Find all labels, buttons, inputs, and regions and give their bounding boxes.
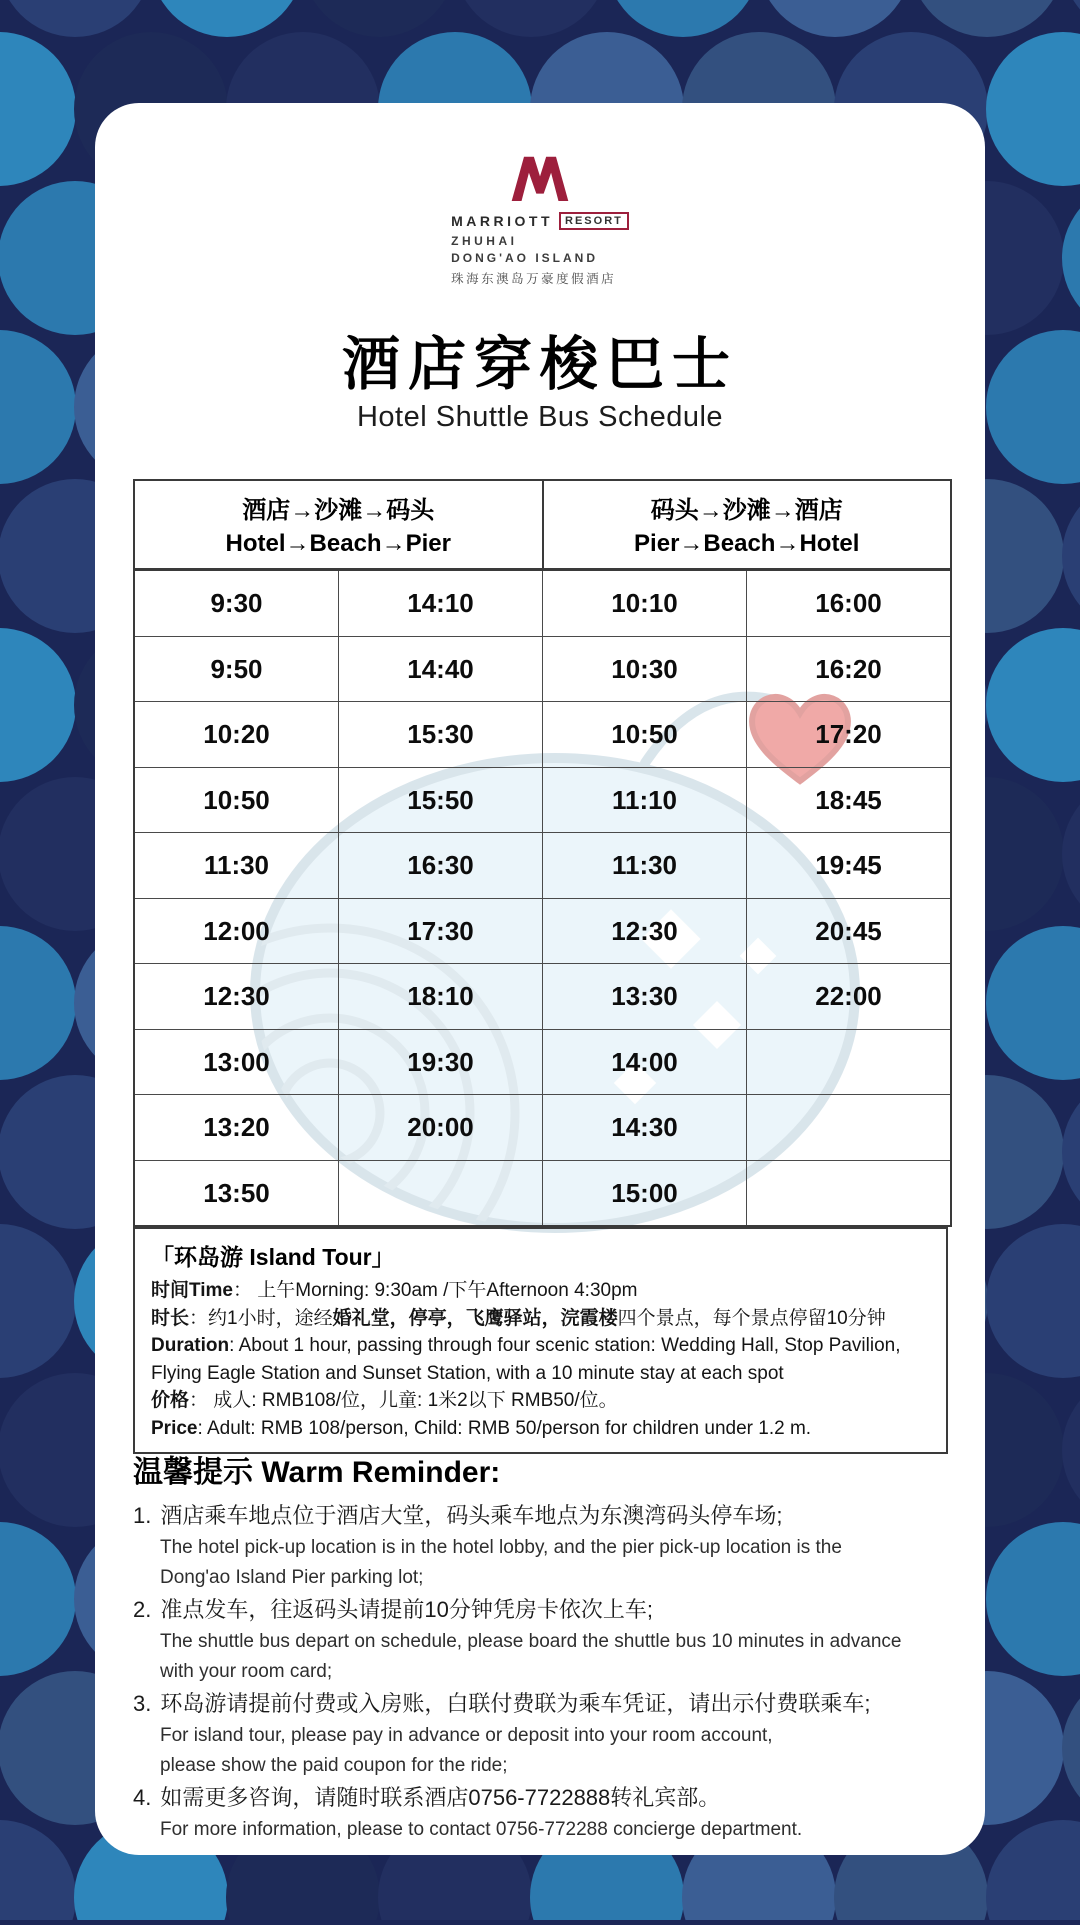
schedule-cell: 15:00 — [542, 1161, 746, 1226]
schedule-cell: 11:30 — [542, 833, 746, 898]
reminder-text-en: The hotel pick-up location is in the hotel lobby, and the pier pick-up location is the — [160, 1537, 842, 1558]
schedule-cell: 11:10 — [542, 768, 746, 833]
schedule-cell: 13:50 — [203, 1177, 270, 1208]
reminder-line-zh — [133, 1781, 933, 1815]
schedule-cell: 10:50 — [203, 784, 270, 815]
island-tour-box — [133, 1227, 948, 1454]
schedule-cell — [746, 1161, 950, 1226]
island-tour-duration-zh-line — [151, 1305, 930, 1333]
header-pier-to-hotel — [542, 481, 951, 568]
reminder-item — [133, 1593, 933, 1687]
ocean-circle — [0, 1820, 76, 1920]
schedule-table — [133, 479, 952, 1227]
schedule-cell: 10:50 — [542, 702, 746, 767]
schedule-cell: 16:30 — [338, 833, 542, 898]
schedule-cell: 11:30 — [203, 850, 270, 880]
schedule-row — [135, 1094, 950, 1160]
ocean-circle — [986, 628, 1080, 782]
schedule-cell: 12:30 — [542, 899, 746, 964]
text-run: 时间Time — [151, 1280, 234, 1301]
ocean-circle — [1062, 0, 1080, 37]
schedule-cell: 19:45 — [746, 833, 950, 898]
reminder-number: 3. — [133, 1691, 152, 1716]
schedule-row — [135, 963, 950, 1029]
schedule-cell: 18:10 — [338, 964, 542, 1029]
island-tour-duration-en-line — [151, 1332, 930, 1387]
reminder-text-zh: 如需更多咨询，请随时联系酒店0756-7722888转礼宾部。 — [160, 1785, 721, 1810]
schedule-cell: 19:30 — [338, 1030, 542, 1095]
reminder-item — [133, 1499, 933, 1593]
schedule-cell: 14:40 — [338, 637, 542, 702]
schedule-row — [135, 636, 950, 702]
ocean-circle — [986, 32, 1080, 186]
brand-island: DONG'AO ISLAND — [451, 251, 598, 265]
reminder-number: 1. — [133, 1503, 152, 1528]
brand-city: ZHUHAI — [451, 234, 518, 248]
text-run: 价格 — [151, 1390, 190, 1411]
schedule-cell: 22:00 — [746, 964, 950, 1029]
ocean-circle — [986, 926, 1080, 1080]
header-right-en: Pier→Beach→Hotel — [634, 530, 860, 557]
text-run: 时长 — [151, 1307, 190, 1329]
schedule-cell: 10:10 — [542, 571, 746, 636]
reminder-text-en: The shuttle bus depart on schedule, please board the shuttle bus 10 minutes in advance — [160, 1631, 902, 1652]
reminder-number: 4. — [133, 1785, 152, 1810]
ocean-circle — [0, 1224, 76, 1378]
poster-title-zh: 酒店穿梭巴士 — [341, 332, 738, 397]
schedule-row — [135, 767, 950, 833]
schedule-cell: 14:00 — [542, 1030, 746, 1095]
brand-wordmark: MARRIOTT — [451, 213, 554, 229]
header-left-zh: 酒店→沙滩→码头 — [242, 497, 435, 524]
poster-title-en: Hotel Shuttle Bus Schedule — [356, 401, 724, 433]
reminder-title: 温馨提示 Warm Reminder: — [133, 1456, 501, 1489]
reminder-text-en: with your room card; — [160, 1661, 333, 1682]
island-tour-time-line — [151, 1277, 930, 1305]
ocean-circle — [0, 0, 152, 37]
reminder-number: 2. — [133, 1597, 152, 1622]
ocean-circle — [986, 1224, 1080, 1378]
schedule-cell: 13:30 — [542, 964, 746, 1029]
reminder-line-zh — [133, 1687, 933, 1721]
ocean-circle — [1062, 181, 1080, 335]
header-left-en: Hotel→Beach→Pier — [225, 530, 451, 557]
schedule-cell: 18:45 — [746, 768, 950, 833]
schedule-cell: 20:45 — [746, 899, 950, 964]
schedule-cell: 14:10 — [338, 571, 542, 636]
schedule-cell: 10:20 — [203, 719, 270, 749]
ocean-circle — [1062, 1075, 1080, 1229]
ocean-circle — [1062, 1671, 1080, 1825]
ocean-circle — [986, 1820, 1080, 1920]
schedule-cell: 12:30 — [203, 981, 270, 1011]
schedule-cell — [746, 1095, 950, 1160]
reminder-item — [133, 1781, 933, 1845]
schedule-row — [135, 832, 950, 898]
schedule-cell: 15:50 — [338, 768, 542, 833]
reminder-list — [133, 1499, 933, 1845]
text-run: ： 成人: RMB108/位，儿童: 1米2以下 RMB50/位。 — [189, 1390, 618, 1411]
schedule-row — [135, 1160, 950, 1226]
reminder-text-zh: 准点发车，往返码头请提前10分钟凭房卡依次上车; — [160, 1597, 653, 1622]
ocean-circle — [0, 628, 76, 782]
schedule-cell: 17:30 — [338, 899, 542, 964]
ocean-circle — [0, 1522, 76, 1676]
schedule-row — [135, 898, 950, 964]
poster-card — [95, 103, 985, 1855]
schedule-cell: 16:00 — [746, 571, 950, 636]
ocean-circle — [1062, 1373, 1080, 1527]
reminder-text-en: Dong'ao Island Pier parking lot; — [160, 1567, 424, 1588]
schedule-cell — [338, 1161, 542, 1226]
resort-badge: RESORT — [559, 212, 629, 230]
ocean-circle — [986, 1522, 1080, 1676]
schedule-cell: 13:20 — [203, 1112, 270, 1142]
island-tour-price-zh-line — [151, 1387, 930, 1415]
reminder-text-zh: 酒店乘车地点位于酒店大堂，码头乘车地点为东澳湾码头停车场; — [160, 1503, 783, 1528]
schedule-cell — [746, 1030, 950, 1095]
schedule-cell: 16:20 — [746, 637, 950, 702]
schedule-cell: 15:30 — [338, 702, 542, 767]
schedule-cell: 12:00 — [203, 915, 270, 946]
schedule-cell: 14:30 — [542, 1095, 746, 1160]
reminder-line-zh — [133, 1593, 933, 1627]
schedule-cell: 13:00 — [203, 1046, 270, 1077]
text-run: 婚礼堂，停亭，飞鹰驿站，浣霞楼 — [332, 1307, 618, 1329]
ocean-circle — [1062, 777, 1080, 931]
schedule-cell: 17:20 — [746, 702, 950, 767]
schedule-row — [135, 571, 950, 636]
ocean-circle — [302, 0, 456, 37]
reminder-text-en: For more information, please to contact 0756-772288 concierge department. — [160, 1819, 803, 1840]
marriott-m-logo — [508, 149, 572, 205]
ocean-circle — [758, 0, 912, 37]
ocean-circle — [606, 0, 760, 37]
brand-logo — [95, 149, 985, 287]
text-run: Price — [151, 1417, 198, 1439]
island-tour-price-en-line — [151, 1415, 930, 1443]
island-tour-title: 「环岛游 Island Tour」 — [151, 1244, 395, 1270]
ocean-circle — [0, 330, 76, 484]
text-run: ： 上午Morning: 9:30am /下午Afternoon 4:30pm — [233, 1280, 638, 1301]
ocean-circle — [150, 0, 304, 37]
reminder-line-zh — [133, 1499, 933, 1533]
schedule-cell: 20:00 — [338, 1095, 542, 1160]
reminder-text-zh: 环岛游请提前付费或入房账，白联付费联为乘车凭证，请出示付费联乘车; — [160, 1691, 871, 1716]
schedule-cell: 9:50 — [210, 653, 263, 684]
text-run: ：约1小时，途经 — [189, 1307, 333, 1329]
schedule-cell: 9:30 — [210, 588, 263, 618]
ocean-circle — [1062, 479, 1080, 633]
brand-chinese-name: 珠海东澳岛万豪度假酒店 — [451, 272, 617, 286]
text-run: Duration — [151, 1335, 230, 1356]
ocean-circle — [986, 330, 1080, 484]
text-run: 四个景点，每个景点停留10分钟 — [617, 1307, 886, 1329]
ocean-circle — [0, 32, 76, 186]
ocean-circle — [910, 0, 1064, 37]
schedule-header-row — [135, 481, 950, 571]
header-right-zh: 码头→沙滩→酒店 — [650, 497, 843, 524]
schedule-cell: 10:30 — [542, 637, 746, 702]
schedule-row — [135, 1029, 950, 1095]
text-run: : Adult: RMB 108/person, Child: RMB 50/person for children under 1.2 m. — [197, 1417, 812, 1439]
header-hotel-to-pier — [135, 481, 542, 568]
reminder-text-en: please show the paid coupon for the ride; — [160, 1755, 508, 1776]
reminder-text-en: For island tour, please pay in advance or deposit into your room account, — [160, 1725, 773, 1746]
schedule-rows — [135, 571, 950, 1225]
reminder-item — [133, 1687, 933, 1781]
ocean-circle — [0, 926, 76, 1080]
text-run: : About 1 hour, passing through four scenic station: Wedding Hall, Stop Pavilion, Flying Eagle Station and Sunset Station, with a 10 minute stay at each spot — [151, 1335, 901, 1384]
schedule-row — [135, 701, 950, 767]
ocean-circle — [454, 0, 608, 37]
